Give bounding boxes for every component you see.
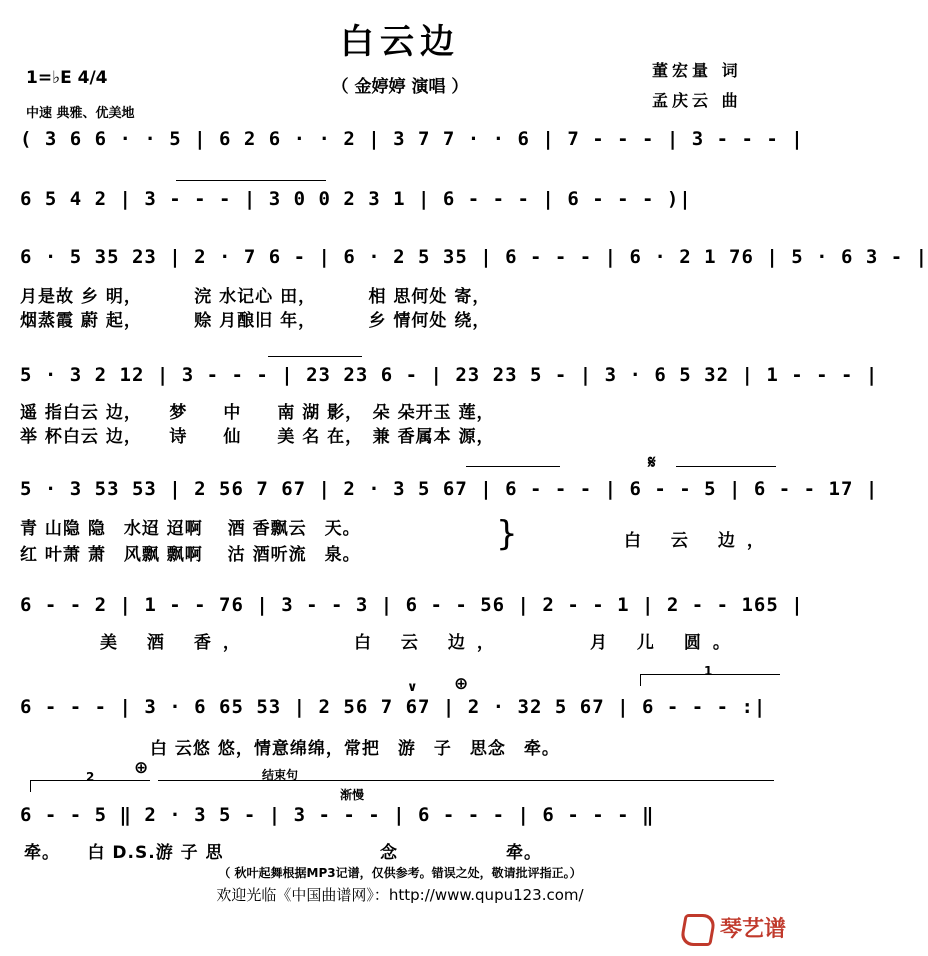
breath-mark: ∨ — [407, 680, 418, 695]
lyricist-credit: 董宏量 词 — [652, 61, 742, 80]
singer-credit: （ 金婷婷 演唱 ） — [331, 77, 469, 97]
score-line-5: 5 · 3 53 53 | 2 56 7 67 | 2 · 3 5 67 | 6 - - - | 6 - - 5 | 6 - - 17 | — [20, 478, 879, 500]
lyrics-line-5c: 白 云 边， — [624, 531, 776, 551]
lyrics-brace: } — [496, 514, 518, 554]
volta-number-1: 1 — [704, 664, 713, 678]
logo-text: 琴艺谱 — [719, 917, 786, 942]
score-line-1: ( 3 6 6 · · 5 | 6 2 6 · · 2 | 3 7 7 · · 6 | 7 - - - | 3 - - - | — [20, 128, 804, 150]
song-title: 白云边 — [340, 22, 460, 62]
volta-number-2: 2 — [86, 770, 95, 784]
lyrics-line-3b: 烟蒸霞 蔚 起， 赊 月酿旧 年， 乡 情何处 绕， — [20, 311, 491, 331]
lyrics-line-3a: 月是故 乡 明， 浣 水记心 田， 相 思何处 寄， — [20, 287, 491, 307]
tie-arc — [676, 466, 776, 467]
volta-bracket-2-edge — [30, 780, 31, 792]
score-line-6: 6 - - 2 | 1 - - 76 | 3 - - 3 | 6 - - 56 | 2 - - 1 | 2 - - 165 | — [20, 594, 804, 616]
tie-arc — [176, 180, 326, 181]
score-line-4: 5 · 3 2 12 | 3 - - - | 23 23 6 - | 23 23 5 - | 3 · 6 5 32 | 1 - - - | — [20, 364, 879, 386]
tie-arc — [466, 466, 560, 467]
lyrics-line-5a: 青 山隐 隐 水迢 迢啊 酒 香飘云 天。 — [20, 519, 361, 539]
lyrics-line-6c: 月 儿 圆。 — [590, 633, 742, 653]
coda-sign: ⊕ — [134, 758, 149, 778]
website-credit: 欢迎光临《中国曲谱网》：http://www.qupu123.com/ — [216, 886, 584, 904]
coda-sign: ⊕ — [454, 674, 469, 694]
lyrics-line-4b: 举 杯白云 边， 诗 仙 美 名 在， 兼 香属本 源， — [20, 427, 495, 447]
lyrics-line-5b: 红 叶萧 萧 风飘 飘啊 沽 酒听流 泉。 — [20, 545, 361, 565]
lyrics-line-6b: 白 云 边， — [354, 633, 506, 653]
lyrics-line-7: 白 云悠 悠，情意绵绵，常把 游 子 思念 牵。 — [150, 739, 560, 759]
tempo-marking: 中速 典雅、优美地 — [26, 106, 135, 121]
lyrics-line-8c: 牵。 — [506, 843, 542, 863]
logo-icon — [679, 914, 717, 946]
site-logo — [682, 912, 786, 946]
ending-bracket — [158, 780, 774, 781]
ritard-label: 渐慢 — [340, 788, 365, 802]
score-line-3: 6 · 5 35 23 | 2 · 7 6 - | 6 · 2 5 35 | 6 - - - | 6 · 2 1 76 | 5 · 6 3 - | — [20, 246, 928, 268]
composer-credit: 孟庆云 曲 — [652, 91, 742, 110]
score-line-8: 6 - - 5 ‖ 2 · 3 5 - | 3 - - - | 6 - - - | 6 - - - ‖ — [20, 804, 655, 826]
lyrics-line-6: 美 酒 香， — [100, 633, 252, 653]
key-signature: 1=♭E 4/4 — [26, 68, 108, 88]
slur-arc — [268, 356, 362, 357]
transcription-note: （ 秋叶起舞根据MP3记谱，仅供参考。错误之处，敬请批评指正。） — [218, 866, 582, 880]
segno-sign: 𝄋 — [648, 452, 656, 473]
lyrics-line-8b: 念 — [380, 843, 398, 863]
ending-label: 结束句 — [262, 768, 299, 782]
lyrics-line-4a: 遥 指白云 边， 梦 中 南 湖 影， 朵 朵开玉 莲， — [20, 403, 495, 423]
score-line-7: 6 - - - | 3 · 6 65 53 | 2 56 7 67 | 2 · 32 5 67 | 6 - - - :| — [20, 696, 767, 718]
volta-bracket-1-edge — [640, 674, 641, 686]
lyrics-line-8a: 牵。 白 D.S.游 子 思 — [24, 843, 224, 863]
score-line-2: 6 5 4 2 | 3 - - - | 3 0 0 2 3 1 | 6 - - - | 6 - - - )| — [20, 188, 692, 210]
